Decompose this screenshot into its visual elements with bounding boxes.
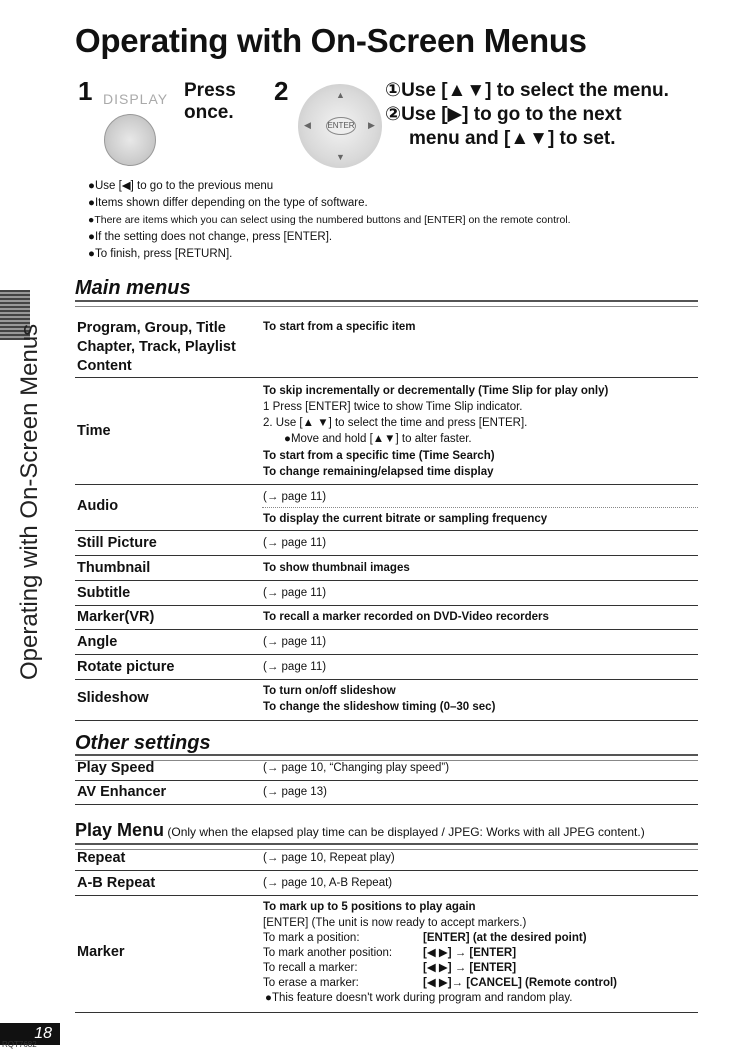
subtitle-desc: (→ page 11): [263, 587, 327, 599]
audio-label: Audio: [77, 498, 119, 514]
step-2-line-3: menu and [▲▼] to set.: [409, 128, 616, 149]
marker-desc-7: ●This feature doesn't work during program and random play.: [265, 992, 573, 1004]
row-divider: [75, 605, 698, 606]
row-divider: [75, 1012, 698, 1013]
section-divider: [75, 300, 698, 307]
time-desc-6: To change remaining/elapsed time display: [263, 466, 494, 478]
marker-label: Marker: [77, 944, 125, 960]
slideshow-label: Slideshow: [77, 690, 149, 706]
marker-desc-3a: To mark a position:: [263, 932, 360, 944]
instruction-item: ●If the setting does not change, press [ENTER].: [88, 231, 333, 243]
time-label: Time: [77, 423, 111, 439]
marker-desc-3b: [ENTER] (at the desired point): [423, 932, 587, 944]
slideshow-desc-2: To change the slideshow timing (0–30 sec): [263, 701, 496, 713]
thumbnail-desc: To show thumbnail images: [263, 562, 410, 574]
enter-label: ENTER: [326, 117, 356, 135]
marker-vr-label: Marker(VR): [77, 609, 155, 625]
step-2-number: 2: [274, 76, 289, 106]
time-desc-4: ●Move and hold [▲▼] to alter faster.: [284, 433, 472, 445]
section-divider: [75, 843, 698, 850]
marker-desc-1: To mark up to 5 positions to play again: [263, 901, 476, 913]
row-divider: [75, 679, 698, 680]
instruction-item: ●To finish, press [RETURN].: [88, 248, 233, 260]
ab-repeat-label: A-B Repeat: [77, 875, 156, 891]
instruction-item: ●There are items which you can select using the numbered buttons and [ENTER] on the remote control.: [88, 214, 571, 226]
step-2-line-1: ①Use [▲▼] to select the menu.: [385, 80, 669, 101]
still-picture-label: Still Picture: [77, 535, 157, 551]
step-2-line-2: ②Use [▶] to go to the next: [385, 104, 622, 125]
subtitle-label: Subtitle: [77, 585, 131, 601]
row-divider: [75, 629, 698, 630]
row-divider: [75, 895, 698, 896]
row-divider: [75, 377, 698, 378]
step-1-text: Press once.: [184, 80, 236, 123]
row-divider: [262, 507, 698, 508]
display-button-label: DISPLAY: [103, 91, 169, 107]
side-section-label: Operating with On-Screen Menus: [16, 323, 43, 680]
program-desc: To start from a specific item: [263, 321, 416, 333]
row-divider: [75, 780, 698, 781]
display-button-icon: [104, 114, 156, 166]
document-code: RQT7682: [2, 1040, 37, 1049]
play-speed-desc: (→ page 10, “Changing play speed”): [263, 762, 450, 774]
marker-desc-5a: To recall a marker:: [263, 962, 358, 974]
rotate-picture-label: Rotate picture: [77, 659, 175, 675]
instructions-list: [88, 178, 738, 263]
row-divider: [75, 580, 698, 581]
repeat-label: Repeat: [77, 850, 126, 866]
program-label: Program, Group, Title: [77, 320, 226, 336]
row-divider: [75, 555, 698, 556]
chapter-label: Chapter, Track, Playlist: [77, 339, 236, 355]
marker-desc-4a: To mark another position:: [263, 947, 393, 959]
instruction-item: ●Use [◀] to go to the previous menu: [88, 180, 274, 192]
slideshow-desc-1: To turn on/off slideshow: [263, 685, 396, 697]
page-number: 18: [0, 1023, 60, 1045]
time-desc-1: To skip incrementally or decrementally (Time Slip for play only): [263, 385, 609, 397]
thumbnail-label: Thumbnail: [77, 560, 151, 576]
row-divider: [75, 804, 698, 805]
still-picture-desc: (→ page 11): [263, 537, 327, 549]
content-label: Content: [77, 358, 132, 374]
row-divider: [75, 484, 698, 485]
play-menu-note: (Only when the elapsed play time can be displayed / JPEG: Works with all JPEG content.): [164, 825, 645, 839]
marker-desc-5b: [◀ ▶] → [ENTER]: [423, 962, 517, 974]
repeat-desc: (→ page 10, Repeat play): [263, 852, 395, 864]
other-settings-heading: Other settings: [75, 732, 211, 754]
row-divider: [75, 870, 698, 871]
page-title: Operating with On-Screen Menus: [75, 22, 587, 59]
rotate-picture-desc: (→ page 11): [263, 661, 327, 673]
play-speed-label: Play Speed: [77, 760, 155, 776]
marker-vr-desc: To recall a marker recorded on DVD-Video recorders: [263, 611, 549, 623]
marker-desc-2: [ENTER] (The unit is now ready to accept markers.): [263, 917, 527, 929]
step-1-number: 1: [78, 76, 93, 106]
angle-desc: (→ page 11): [263, 636, 327, 648]
marker-desc-6b: [◀ ▶]→ [CANCEL] (Remote control): [423, 977, 618, 989]
time-desc-2: 1 Press [ENTER] twice to show Time Slip indicator.: [263, 401, 523, 413]
section-divider: [75, 754, 698, 761]
time-desc-5: To start from a specific time (Time Search): [263, 450, 495, 462]
angle-label: Angle: [77, 634, 118, 650]
marker-desc-6a: To erase a marker:: [263, 977, 359, 989]
av-enhancer-label: AV Enhancer: [77, 784, 167, 800]
time-desc-3: 2. Use [▲ ▼] to select the time and press [ENTER].: [263, 417, 528, 429]
row-divider: [75, 654, 698, 655]
instruction-item: ●Items shown differ depending on the type of software.: [88, 197, 368, 209]
ab-repeat-desc: (→ page 10, A-B Repeat): [263, 877, 393, 889]
audio-desc-2: To display the current bitrate or sampling frequency: [263, 513, 548, 525]
marker-desc-4b: [◀ ▶] → [ENTER]: [423, 947, 517, 959]
audio-desc-1: (→ page 11): [263, 491, 327, 503]
row-divider: [75, 530, 698, 531]
main-menus-heading: Main menus: [75, 277, 191, 299]
play-menu-heading: [75, 820, 645, 841]
row-divider: [75, 720, 698, 721]
play-menu-title: Play Menu: [75, 820, 165, 840]
av-enhancer-desc: (→ page 13): [263, 786, 327, 798]
enter-pad-icon: ▲ ▼ ◀ ▶ ENTER: [298, 84, 382, 168]
